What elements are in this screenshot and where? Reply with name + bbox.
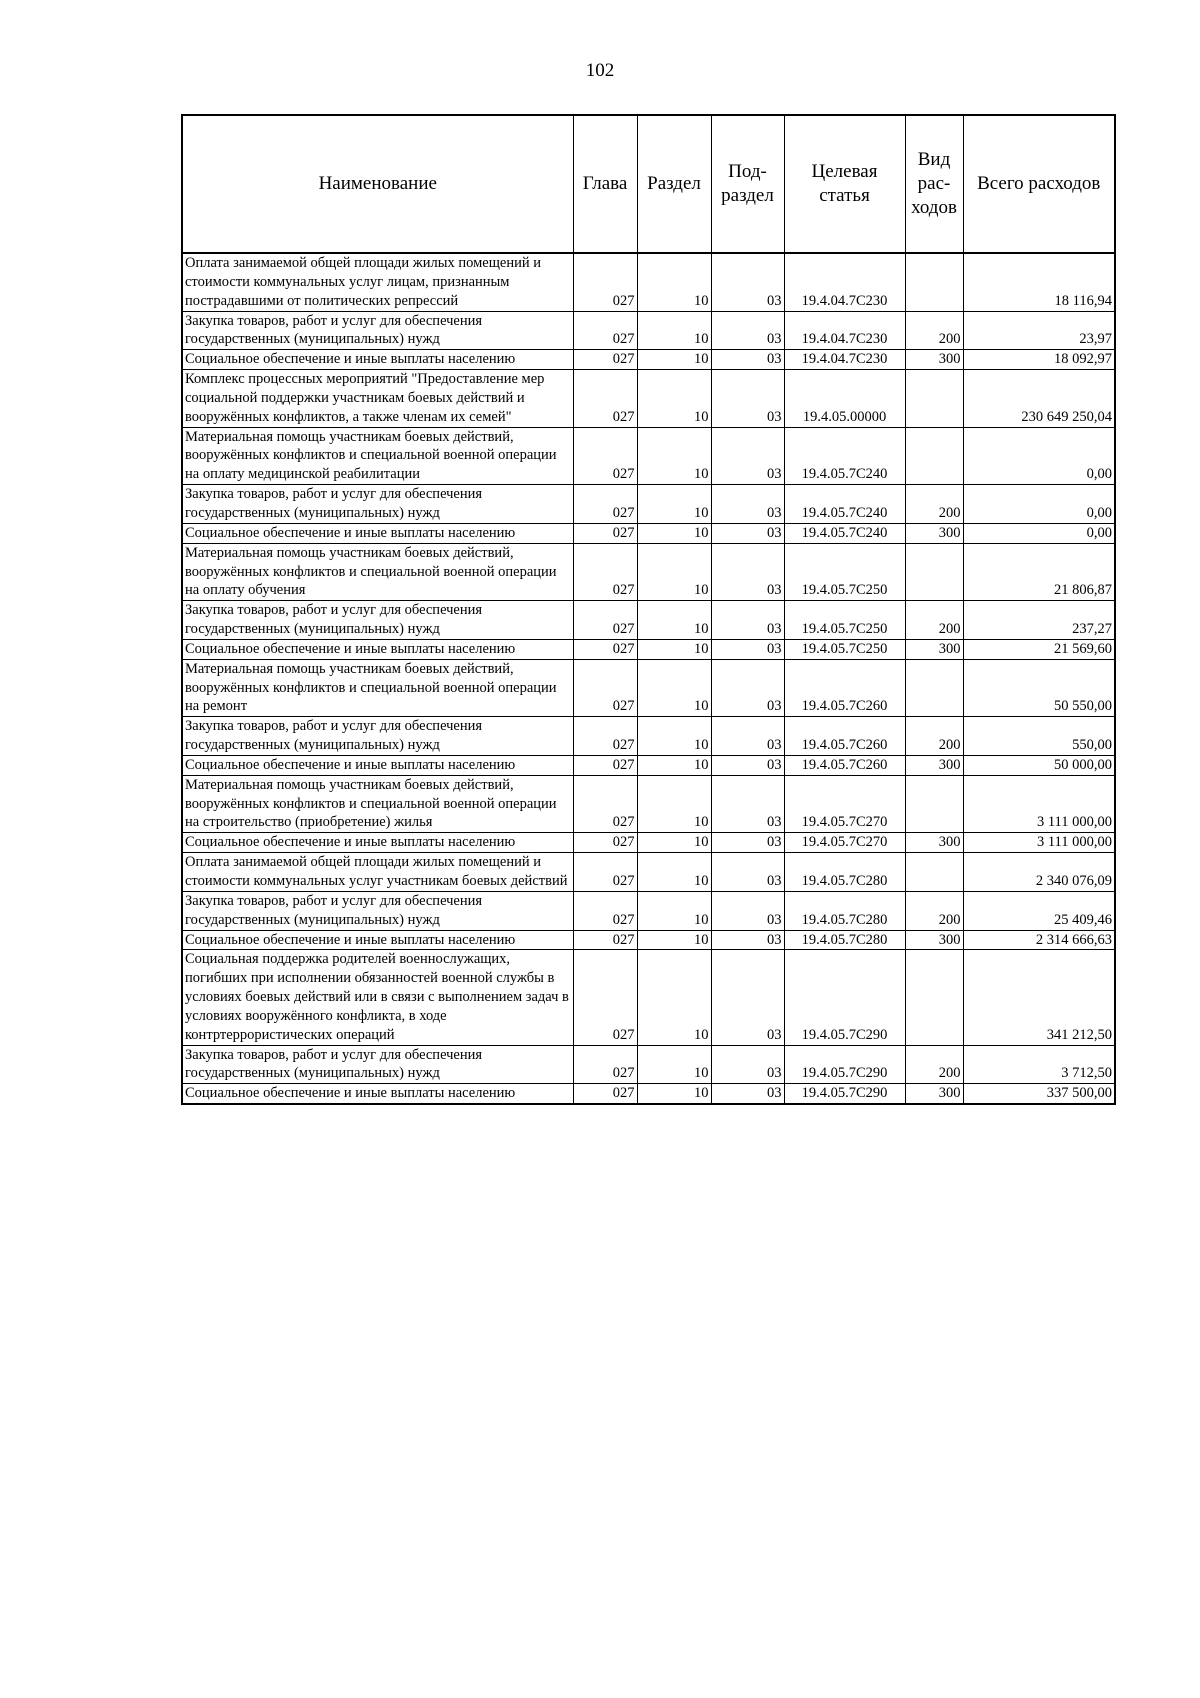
cell-name: Социальное обеспечение и иные выплаты населению xyxy=(182,639,573,659)
table-row xyxy=(182,523,1115,543)
cell-subsection: 03 xyxy=(711,311,784,350)
cell-total: 550,00 xyxy=(963,717,1115,756)
table-row xyxy=(182,833,1115,853)
table-row xyxy=(182,717,1115,756)
cell-target: 19.4.05.7С240 xyxy=(784,485,905,524)
cell-chapter: 027 xyxy=(573,755,637,775)
table-row xyxy=(182,853,1115,892)
cell-target: 19.4.05.7С250 xyxy=(784,601,905,640)
cell-total: 3 111 000,00 xyxy=(963,775,1115,833)
cell-subsection: 03 xyxy=(711,523,784,543)
cell-type: 300 xyxy=(905,639,963,659)
cell-name: Социальное обеспечение и иные выплаты населению xyxy=(182,350,573,370)
header-row xyxy=(182,115,1115,253)
cell-chapter: 027 xyxy=(573,717,637,756)
cell-target: 19.4.05.7С280 xyxy=(784,853,905,892)
cell-subsection: 03 xyxy=(711,950,784,1045)
cell-name: Социальное обеспечение и иные выплаты населению xyxy=(182,523,573,543)
cell-chapter: 027 xyxy=(573,930,637,950)
cell-subsection: 03 xyxy=(711,755,784,775)
cell-chapter: 027 xyxy=(573,659,637,717)
header-subsection xyxy=(711,115,784,253)
cell-target: 19.4.05.7С270 xyxy=(784,833,905,853)
cell-type: 300 xyxy=(905,755,963,775)
table-row xyxy=(182,253,1115,311)
cell-type xyxy=(905,853,963,892)
cell-chapter: 027 xyxy=(573,311,637,350)
page-number: 102 xyxy=(585,60,615,81)
header-type-line2: рас- xyxy=(917,173,951,195)
cell-type: 300 xyxy=(905,930,963,950)
table-row xyxy=(182,370,1115,428)
cell-chapter: 027 xyxy=(573,370,637,428)
cell-total: 0,00 xyxy=(963,427,1115,485)
cell-section: 10 xyxy=(637,601,711,640)
cell-target: 19.4.05.7С240 xyxy=(784,427,905,485)
header-chapter: Глава xyxy=(573,115,637,253)
cell-type xyxy=(905,253,963,311)
cell-type: 300 xyxy=(905,833,963,853)
table-row xyxy=(182,1045,1115,1084)
cell-section: 10 xyxy=(637,1084,711,1104)
header-target-line1: Целевая xyxy=(811,161,878,183)
cell-total: 0,00 xyxy=(963,485,1115,524)
cell-section: 10 xyxy=(637,311,711,350)
cell-name: Материальная помощь участникам боевых действий, вооружённых конфликтов и специальной военной операции на оплату обучения xyxy=(182,543,573,601)
cell-target: 19.4.05.7С280 xyxy=(784,930,905,950)
cell-name: Закупка товаров, работ и услуг для обеспечения государственных (муниципальных) нужд xyxy=(182,311,573,350)
cell-target: 19.4.05.7С290 xyxy=(784,950,905,1045)
cell-total: 3 712,50 xyxy=(963,1045,1115,1084)
table-row xyxy=(182,427,1115,485)
cell-target: 19.4.05.7С270 xyxy=(784,775,905,833)
cell-section: 10 xyxy=(637,485,711,524)
header-type-line1: Вид xyxy=(917,149,951,171)
cell-subsection: 03 xyxy=(711,775,784,833)
header-type xyxy=(905,115,963,253)
cell-subsection: 03 xyxy=(711,253,784,311)
header-type-line3: ходов xyxy=(911,196,957,218)
cell-total: 18 092,97 xyxy=(963,350,1115,370)
header-subsection-line1: Под- xyxy=(728,161,767,183)
cell-chapter: 027 xyxy=(573,950,637,1045)
cell-total: 2 314 666,63 xyxy=(963,930,1115,950)
cell-section: 10 xyxy=(637,775,711,833)
table-row xyxy=(182,311,1115,350)
cell-chapter: 027 xyxy=(573,833,637,853)
cell-total: 50 550,00 xyxy=(963,659,1115,717)
cell-name: Закупка товаров, работ и услуг для обеспечения государственных (муниципальных) нужд xyxy=(182,485,573,524)
cell-target: 19.4.05.7С290 xyxy=(784,1084,905,1104)
cell-section: 10 xyxy=(637,659,711,717)
cell-section: 10 xyxy=(637,350,711,370)
cell-chapter: 027 xyxy=(573,1084,637,1104)
cell-subsection: 03 xyxy=(711,485,784,524)
cell-section: 10 xyxy=(637,717,711,756)
cell-subsection: 03 xyxy=(711,370,784,428)
table-row xyxy=(182,930,1115,950)
cell-section: 10 xyxy=(637,950,711,1045)
cell-section: 10 xyxy=(637,930,711,950)
cell-type xyxy=(905,370,963,428)
cell-name: Социальное обеспечение и иные выплаты населению xyxy=(182,930,573,950)
cell-chapter: 027 xyxy=(573,891,637,930)
cell-target: 19.4.05.7С280 xyxy=(784,891,905,930)
table-row xyxy=(182,950,1115,1045)
cell-name: Социальное обеспечение и иные выплаты населению xyxy=(182,833,573,853)
budget-table xyxy=(181,114,1116,1105)
cell-chapter: 027 xyxy=(573,775,637,833)
cell-total: 0,00 xyxy=(963,523,1115,543)
table-row xyxy=(182,639,1115,659)
header-name: Наименование xyxy=(182,115,573,253)
cell-name: Материальная помощь участникам боевых действий, вооружённых конфликтов и специальной военной операции на строительство (приобретение) жилья xyxy=(182,775,573,833)
table-row xyxy=(182,659,1115,717)
cell-section: 10 xyxy=(637,253,711,311)
cell-subsection: 03 xyxy=(711,1045,784,1084)
cell-type: 200 xyxy=(905,891,963,930)
cell-name: Закупка товаров, работ и услуг для обеспечения государственных (муниципальных) нужд xyxy=(182,1045,573,1084)
cell-chapter: 027 xyxy=(573,427,637,485)
cell-subsection: 03 xyxy=(711,350,784,370)
cell-subsection: 03 xyxy=(711,891,784,930)
cell-section: 10 xyxy=(637,755,711,775)
cell-total: 237,27 xyxy=(963,601,1115,640)
cell-chapter: 027 xyxy=(573,1045,637,1084)
cell-total: 230 649 250,04 xyxy=(963,370,1115,428)
table-row xyxy=(182,891,1115,930)
table-row xyxy=(182,775,1115,833)
cell-subsection: 03 xyxy=(711,427,784,485)
cell-type: 200 xyxy=(905,717,963,756)
table-row xyxy=(182,543,1115,601)
cell-total: 21 569,60 xyxy=(963,639,1115,659)
cell-target: 19.4.05.7С260 xyxy=(784,755,905,775)
table-row xyxy=(182,1084,1115,1104)
cell-type xyxy=(905,659,963,717)
cell-type: 300 xyxy=(905,523,963,543)
table-row xyxy=(182,485,1115,524)
cell-type: 200 xyxy=(905,311,963,350)
cell-name: Оплата занимаемой общей площади жилых помещений и стоимости коммунальных услуг лицам, признанным пострадавшими от политических репрессий xyxy=(182,253,573,311)
cell-type xyxy=(905,543,963,601)
cell-target: 19.4.05.7С260 xyxy=(784,717,905,756)
cell-target: 19.4.04.7С230 xyxy=(784,253,905,311)
cell-type: 200 xyxy=(905,601,963,640)
cell-total: 23,97 xyxy=(963,311,1115,350)
cell-name: Материальная помощь участникам боевых действий, вооружённых конфликтов и специальной военной операции на ремонт xyxy=(182,659,573,717)
cell-subsection: 03 xyxy=(711,717,784,756)
cell-section: 10 xyxy=(637,1045,711,1084)
cell-section: 10 xyxy=(637,891,711,930)
cell-subsection: 03 xyxy=(711,639,784,659)
cell-target: 19.4.04.7С230 xyxy=(784,311,905,350)
cell-target: 19.4.05.7С260 xyxy=(784,659,905,717)
cell-subsection: 03 xyxy=(711,601,784,640)
cell-section: 10 xyxy=(637,523,711,543)
cell-section: 10 xyxy=(637,427,711,485)
cell-target: 19.4.05.7С290 xyxy=(784,1045,905,1084)
cell-subsection: 03 xyxy=(711,659,784,717)
cell-total: 3 111 000,00 xyxy=(963,833,1115,853)
cell-chapter: 027 xyxy=(573,601,637,640)
header-target xyxy=(784,115,905,253)
cell-chapter: 027 xyxy=(573,253,637,311)
header-total: Всего расходов xyxy=(963,115,1115,253)
cell-name: Социальное обеспечение и иные выплаты населению xyxy=(182,755,573,775)
cell-target: 19.4.05.7С250 xyxy=(784,639,905,659)
cell-total: 2 340 076,09 xyxy=(963,853,1115,892)
cell-chapter: 027 xyxy=(573,543,637,601)
cell-type: 200 xyxy=(905,485,963,524)
cell-chapter: 027 xyxy=(573,523,637,543)
cell-chapter: 027 xyxy=(573,485,637,524)
cell-name: Закупка товаров, работ и услуг для обеспечения государственных (муниципальных) нужд xyxy=(182,891,573,930)
cell-name: Закупка товаров, работ и услуг для обеспечения государственных (муниципальных) нужд xyxy=(182,717,573,756)
header-subsection-line2: раздел xyxy=(721,185,774,206)
cell-chapter: 027 xyxy=(573,639,637,659)
header-target-line2: статья xyxy=(819,185,870,206)
cell-subsection: 03 xyxy=(711,833,784,853)
cell-target: 19.4.05.7С240 xyxy=(784,523,905,543)
cell-type xyxy=(905,775,963,833)
cell-total: 50 000,00 xyxy=(963,755,1115,775)
cell-name: Социальная поддержка родителей военнослужащих, погибших при исполнении обязанностей военной службы в условиях боевых действий или в связи с выполнением задач в условиях вооружённого конфликта, в ходе контртеррористических операций xyxy=(182,950,573,1045)
table-row xyxy=(182,755,1115,775)
cell-target: 19.4.05.7С250 xyxy=(784,543,905,601)
cell-subsection: 03 xyxy=(711,543,784,601)
cell-type xyxy=(905,950,963,1045)
cell-name: Закупка товаров, работ и услуг для обеспечения государственных (муниципальных) нужд xyxy=(182,601,573,640)
cell-type xyxy=(905,427,963,485)
header-section: Раздел xyxy=(637,115,711,253)
cell-type: 200 xyxy=(905,1045,963,1084)
cell-total: 25 409,46 xyxy=(963,891,1115,930)
cell-section: 10 xyxy=(637,370,711,428)
cell-chapter: 027 xyxy=(573,853,637,892)
cell-total: 21 806,87 xyxy=(963,543,1115,601)
cell-name: Оплата занимаемой общей площади жилых помещений и стоимости коммунальных услуг участникам боевых действий xyxy=(182,853,573,892)
cell-total: 341 212,50 xyxy=(963,950,1115,1045)
cell-type: 300 xyxy=(905,1084,963,1104)
cell-name: Материальная помощь участникам боевых действий, вооружённых конфликтов и специальной военной операции на оплату медицинской реабилитации xyxy=(182,427,573,485)
table-row xyxy=(182,601,1115,640)
table-row xyxy=(182,350,1115,370)
cell-section: 10 xyxy=(637,833,711,853)
cell-name: Комплекс процессных мероприятий "Предоставление мер социальной поддержки участникам боевых действий и вооружённых конфликтов, а также членам их семей" xyxy=(182,370,573,428)
cell-chapter: 027 xyxy=(573,350,637,370)
cell-section: 10 xyxy=(637,853,711,892)
cell-target: 19.4.04.7С230 xyxy=(784,350,905,370)
cell-subsection: 03 xyxy=(711,853,784,892)
cell-subsection: 03 xyxy=(711,930,784,950)
cell-total: 18 116,94 xyxy=(963,253,1115,311)
cell-name: Социальное обеспечение и иные выплаты населению xyxy=(182,1084,573,1104)
cell-subsection: 03 xyxy=(711,1084,784,1104)
cell-total: 337 500,00 xyxy=(963,1084,1115,1104)
cell-target: 19.4.05.00000 xyxy=(784,370,905,428)
cell-section: 10 xyxy=(637,639,711,659)
cell-type: 300 xyxy=(905,350,963,370)
cell-section: 10 xyxy=(637,543,711,601)
